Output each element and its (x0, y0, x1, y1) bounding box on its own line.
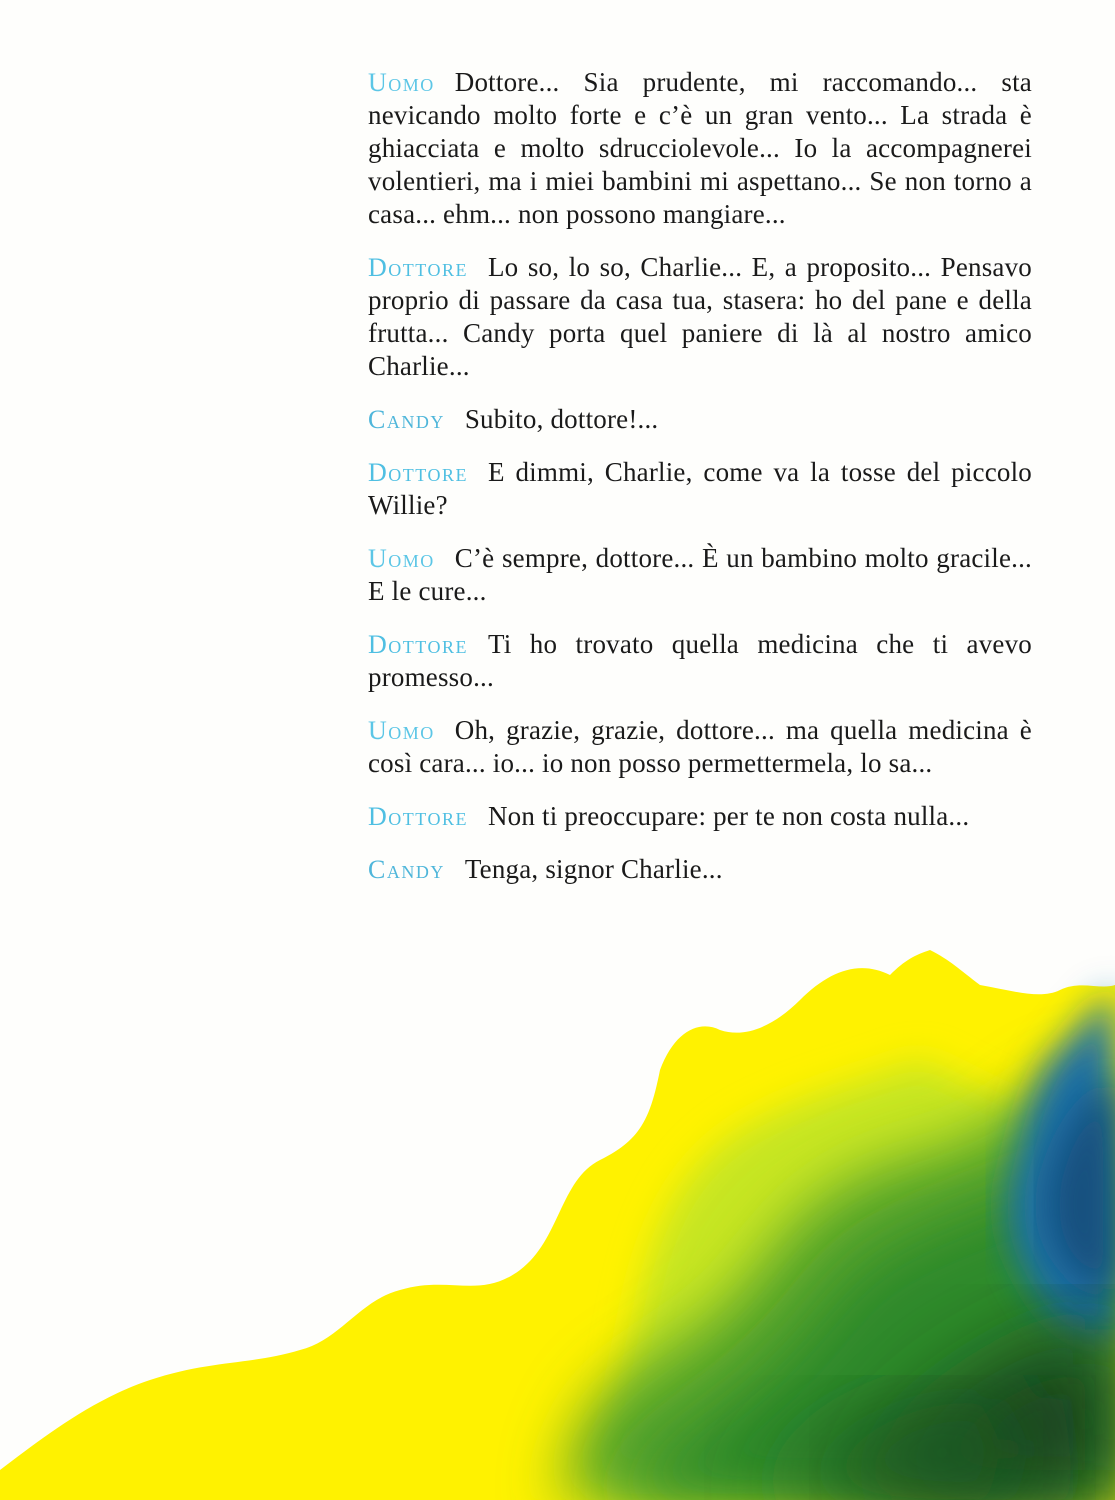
speaker-name: Uomo (368, 716, 435, 745)
dialogue-text: Lo so, lo so, Charlie... E, a proposito... Pensavo proprio di passare da casa tua, stasera: ho del pane e della frutta... Candy porta quel paniere di là al nostro amico Charlie... (368, 252, 1032, 381)
dialogue-text: Ti ho trovato quella medicina che ti avevo promesso... (368, 629, 1032, 692)
dialogue-line (368, 251, 1032, 383)
dialogue-text: E dimmi, Charlie, come va la tosse del piccolo Willie? (368, 457, 1032, 520)
speaker-name: Uomo (368, 544, 435, 573)
speaker-name: Dottore (368, 802, 468, 831)
speaker-name: Dottore (368, 253, 468, 282)
dialogue-line (368, 456, 1032, 522)
speaker-name: Dottore (368, 630, 468, 659)
dialogue-line (368, 403, 1032, 436)
dialogue-text: Subito, dottore!... (464, 404, 659, 434)
dialogue-column (368, 66, 1032, 906)
dialogue-text: Tenga, signor Charlie... (464, 854, 723, 884)
dialogue-line (368, 800, 1032, 833)
speaker-name: Candy (368, 405, 445, 434)
dialogue-line (368, 66, 1032, 231)
dialogue-line (368, 628, 1032, 694)
speaker-name: Uomo (368, 68, 435, 97)
speaker-name: Candy (368, 855, 445, 884)
speaker-name: Dottore (368, 458, 468, 487)
dialogue-line (368, 714, 1032, 780)
dialogue-text: Non ti preoccupare: per te non costa nulla... (487, 801, 970, 831)
dialogue-line (368, 542, 1032, 608)
dialogue-text: Oh, grazie, grazie, dottore... ma quella medicina è così cara... io... io non posso permettermela, lo sa... (368, 715, 1032, 778)
dialogue-text: Dottore... Sia prudente, mi raccomando... sta nevicando molto forte e c’è un gran vento... La strada è ghiacciata e molto sdrucciolevole... Io la accompagnerei volentieri, ma i miei bambini mi aspettano... Se non torno a casa... ehm... non possono mangiare... (368, 67, 1032, 229)
dialogue-text: C’è sempre, dottore... È un bambino molto gracile... E le cure... (368, 543, 1032, 606)
dialogue-line (368, 853, 1032, 886)
